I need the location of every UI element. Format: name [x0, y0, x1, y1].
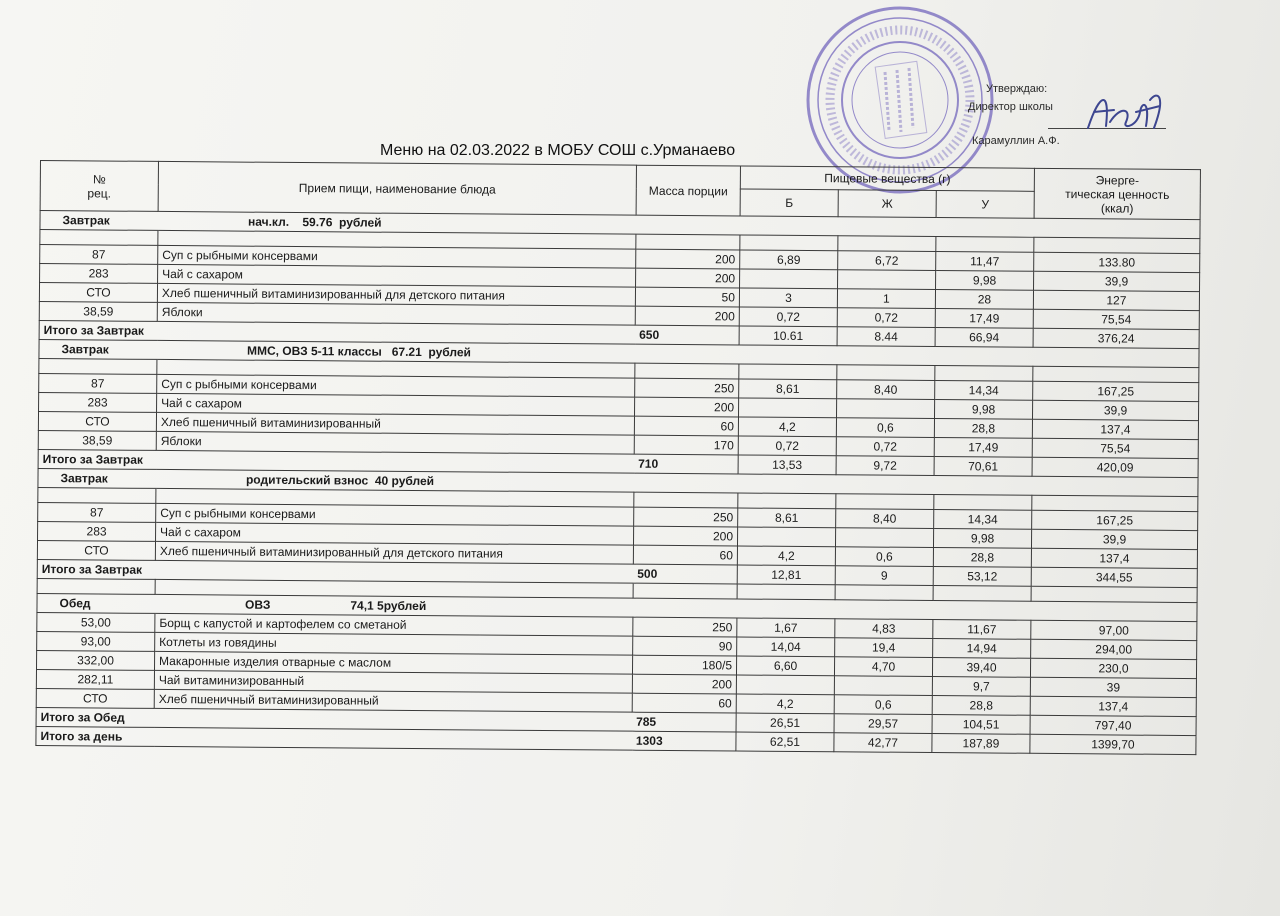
spacer-cell — [835, 585, 933, 601]
spacer-cell — [39, 358, 157, 374]
protein-value: 8,61 — [739, 379, 837, 399]
energy-value: 97,00 — [1031, 620, 1197, 640]
total-carbs: 187,89 — [932, 734, 1030, 754]
spacer-cell — [934, 495, 1032, 511]
total-fat: 29,57 — [834, 714, 932, 734]
portion-mass: 200 — [632, 674, 736, 694]
dish-name: Хлеб пшеничный витаминизированный для детского питания — [157, 283, 635, 306]
carbs-value: 11,47 — [936, 252, 1034, 272]
total-carbs: 66,94 — [935, 328, 1033, 348]
spacer-cell — [1032, 495, 1198, 511]
total-protein: 62,51 — [736, 732, 834, 752]
portion-mass: 200 — [636, 268, 740, 288]
portion-mass: 180/5 — [632, 655, 736, 675]
protein-value: 8,61 — [738, 508, 836, 528]
recipe-number: 93,00 — [37, 631, 155, 651]
dish-name: Хлеб пшеничный витаминизированный — [156, 412, 634, 435]
spacer-cell — [37, 578, 155, 594]
dish-name: Хлеб пшеничный витаминизированный — [154, 689, 632, 712]
recipe-number: 283 — [38, 521, 156, 541]
dish-name: Чай с сахаром — [158, 264, 636, 287]
approval-position: Директор школы — [968, 101, 1053, 113]
carbs-value: 14,94 — [933, 639, 1031, 659]
total-label: Итого за день — [36, 726, 632, 750]
header-nutrients: Пищевые вещества (г) — [740, 166, 1034, 191]
fat-value: 0,6 — [834, 695, 932, 715]
spacer-cell — [740, 235, 838, 251]
portion-mass: 200 — [633, 526, 737, 546]
energy-value: 75,54 — [1032, 438, 1198, 458]
fat-value: 4,70 — [834, 657, 932, 677]
recipe-number: СТО — [37, 540, 155, 560]
fat-value — [838, 270, 936, 290]
protein-value — [737, 527, 835, 547]
carbs-value: 9,98 — [936, 271, 1034, 291]
meal-note: родительский взнос 40 рублей — [156, 469, 1198, 496]
protein-value: 4,2 — [737, 546, 835, 566]
total-fat: 42,77 — [834, 733, 932, 753]
protein-value: 1,67 — [737, 618, 835, 638]
total-fat: 8.44 — [837, 327, 935, 347]
spacer-cell — [636, 234, 740, 250]
spacer-cell — [837, 365, 935, 381]
dish-name: Котлеты из говядины — [155, 632, 633, 655]
spacer-cell — [634, 492, 738, 508]
dish-name: Макаронные изделия отварные с маслом — [154, 651, 632, 674]
carbs-value: 28 — [935, 290, 1033, 310]
total-label: Итого за Завтрак — [37, 559, 633, 583]
portion-mass: 250 — [634, 507, 738, 527]
meal-note: ММС, ОВЗ 5-11 классы 67.21 рублей — [157, 340, 1199, 367]
meal-name: Завтрак — [40, 211, 158, 231]
energy-value: 294,00 — [1031, 639, 1197, 659]
carbs-value: 17,49 — [935, 309, 1033, 329]
protein-value: 4,2 — [738, 417, 836, 437]
energy-value: 39,9 — [1031, 529, 1197, 549]
dish-name: Хлеб пшеничный витаминизированный для детского питания — [155, 541, 633, 564]
carbs-value: 9,98 — [934, 400, 1032, 420]
total-mass: 500 — [633, 564, 737, 584]
total-protein: 12,81 — [737, 565, 835, 585]
spacer-cell — [738, 493, 836, 509]
spacer-cell — [838, 236, 936, 252]
protein-value: 6,89 — [740, 250, 838, 270]
total-energy: 420,09 — [1032, 457, 1198, 477]
recipe-number: 53,00 — [37, 612, 155, 632]
portion-mass: 60 — [634, 416, 738, 436]
energy-value: 137,4 — [1031, 548, 1197, 568]
spacer-cell — [633, 583, 737, 599]
dish-name: Яблоки — [156, 431, 634, 454]
header-zh: Ж — [838, 190, 936, 218]
fat-value: 8,40 — [837, 380, 935, 400]
total-energy: 376,24 — [1033, 328, 1199, 348]
page-title: Меню на 02.03.2022 в МОБУ СОШ с.Урманаево — [380, 142, 736, 159]
fat-value: 4,83 — [835, 619, 933, 639]
recipe-number: 87 — [39, 373, 157, 393]
protein-value: 3 — [739, 288, 837, 308]
dish-name: Суп с рыбными консервами — [156, 503, 634, 526]
spacer-cell — [936, 237, 1034, 253]
total-energy: 797,40 — [1030, 715, 1196, 735]
recipe-number: 332,00 — [36, 650, 154, 670]
energy-value: 75,54 — [1033, 309, 1199, 329]
portion-mass: 60 — [632, 693, 736, 713]
dish-name: Чай с сахаром — [157, 393, 635, 416]
meal-name: Обед — [37, 593, 155, 613]
fat-value: 0,72 — [836, 437, 934, 457]
portion-mass: 170 — [634, 435, 738, 455]
portion-mass: 250 — [635, 378, 739, 398]
protein-value: 6,60 — [736, 656, 834, 676]
spacer-cell — [836, 494, 934, 510]
carbs-value: 11,67 — [933, 620, 1031, 640]
dish-name: Борщ с капустой и картофелем со сметаной — [155, 613, 633, 636]
energy-value: 137,4 — [1030, 696, 1196, 716]
total-fat: 9 — [835, 566, 933, 586]
energy-value: 167,25 — [1032, 510, 1198, 530]
fat-value: 0,6 — [836, 418, 934, 438]
approval-heading: Утверждаю: — [986, 83, 1048, 95]
energy-value: 39,9 — [1034, 271, 1200, 291]
recipe-number: 87 — [38, 502, 156, 522]
fat-value: 1 — [837, 289, 935, 309]
energy-value: 133.80 — [1034, 252, 1200, 272]
fat-value: 8,40 — [836, 509, 934, 529]
dish-name: Яблоки — [157, 302, 635, 325]
recipe-number: 283 — [39, 392, 157, 412]
portion-mass: 200 — [635, 397, 739, 417]
fat-value: 19,4 — [835, 638, 933, 658]
header-rec: № рец. — [40, 161, 158, 212]
spacer-cell — [737, 584, 835, 600]
fat-value — [834, 676, 932, 696]
portion-mass: 90 — [633, 636, 737, 656]
protein-value: 4,2 — [736, 694, 834, 714]
meal-note: нач.кл. 59.76 рублей — [158, 211, 1200, 238]
dish-name: Чай витаминизированный — [154, 670, 632, 693]
recipe-number: 38,59 — [39, 301, 157, 321]
carbs-value: 28,8 — [934, 419, 1032, 439]
protein-value — [740, 269, 838, 289]
energy-value: 137,4 — [1032, 419, 1198, 439]
meal-name: Завтрак — [39, 339, 157, 359]
protein-value: 0,72 — [739, 307, 837, 327]
total-protein: 13,53 — [738, 455, 836, 475]
header-u: У — [936, 191, 1034, 219]
dish-name: Суп с рыбными консервами — [157, 374, 635, 397]
total-fat: 9,72 — [836, 456, 934, 476]
meal-name: Завтрак — [38, 468, 156, 488]
total-mass: 785 — [632, 712, 736, 732]
fat-value — [835, 528, 933, 548]
energy-value: 39 — [1030, 677, 1196, 697]
fat-value: 0,72 — [837, 308, 935, 328]
approval-name: Карамуллин А.Ф. — [972, 135, 1060, 147]
menu-table — [35, 160, 1201, 755]
carbs-value: 9,7 — [932, 677, 1030, 697]
total-label: Итого за Завтрак — [38, 449, 634, 473]
header-b: Б — [740, 189, 838, 217]
energy-value: 230,0 — [1030, 658, 1196, 678]
spacer-cell — [635, 363, 739, 379]
spacer-cell — [38, 487, 156, 503]
protein-value — [736, 675, 834, 695]
total-mass: 650 — [635, 325, 739, 345]
total-mass: 710 — [634, 454, 738, 474]
total-label: Итого за Завтрак — [39, 320, 635, 344]
spacer-cell — [1033, 366, 1199, 382]
meal-note: ОВЗ 74,1 5рублей — [155, 594, 1197, 621]
recipe-number: СТО — [39, 283, 157, 303]
spacer-cell — [40, 230, 158, 246]
header-energy: Энерге- тическая ценность (ккал) — [1034, 168, 1200, 219]
fat-value — [837, 399, 935, 419]
total-carbs: 70,61 — [934, 457, 1032, 477]
spacer-cell — [935, 366, 1033, 382]
menu-table-wrapper — [34, 160, 1200, 904]
portion-mass: 200 — [635, 306, 739, 326]
protein-value: 0,72 — [738, 436, 836, 456]
carbs-value: 14,34 — [934, 510, 1032, 530]
fat-value: 0,6 — [835, 547, 933, 567]
fat-value: 6,72 — [838, 251, 936, 271]
portion-mass: 200 — [636, 249, 740, 269]
portion-mass: 50 — [635, 287, 739, 307]
energy-value: 127 — [1033, 290, 1199, 310]
total-carbs: 104,51 — [932, 715, 1030, 735]
spacer-cell — [1034, 237, 1200, 253]
total-protein: 10.61 — [739, 326, 837, 346]
menu-table-body — [36, 161, 1201, 755]
carbs-value: 39,40 — [932, 658, 1030, 678]
carbs-value: 28,8 — [933, 548, 1031, 568]
dish-name: Чай с сахаром — [156, 522, 634, 545]
energy-value: 167,25 — [1033, 381, 1199, 401]
signature-icon — [1080, 82, 1175, 142]
header-dish: Прием пищи, наименование блюда — [158, 161, 636, 215]
energy-value: 39,9 — [1032, 400, 1198, 420]
total-protein: 26,51 — [736, 713, 834, 733]
total-carbs: 53,12 — [933, 567, 1031, 587]
header-mass: Масса порции — [636, 165, 740, 216]
protein-value — [739, 398, 837, 418]
carbs-value: 9,98 — [933, 529, 1031, 549]
recipe-number: СТО — [38, 411, 156, 431]
carbs-value: 17,49 — [934, 438, 1032, 458]
recipe-number: 282,11 — [36, 669, 154, 689]
portion-mass: 60 — [633, 545, 737, 565]
recipe-number: 38,59 — [38, 430, 156, 450]
total-mass: 1303 — [632, 731, 736, 751]
total-energy: 1399,70 — [1030, 734, 1196, 754]
carbs-value: 14,34 — [935, 381, 1033, 401]
spacer-cell — [739, 364, 837, 380]
total-energy: 344,55 — [1031, 567, 1197, 587]
protein-value: 14,04 — [737, 637, 835, 657]
carbs-value: 28,8 — [932, 696, 1030, 716]
dish-name: Суп с рыбными консервами — [158, 245, 636, 268]
recipe-number: 283 — [40, 264, 158, 284]
spacer-cell — [933, 586, 1031, 602]
total-label: Итого за Обед — [36, 707, 632, 731]
spacer-cell — [1031, 586, 1197, 602]
portion-mass: 250 — [633, 617, 737, 637]
header-row — [40, 161, 1200, 193]
recipe-number: СТО — [36, 688, 154, 708]
recipe-number: 87 — [40, 245, 158, 265]
